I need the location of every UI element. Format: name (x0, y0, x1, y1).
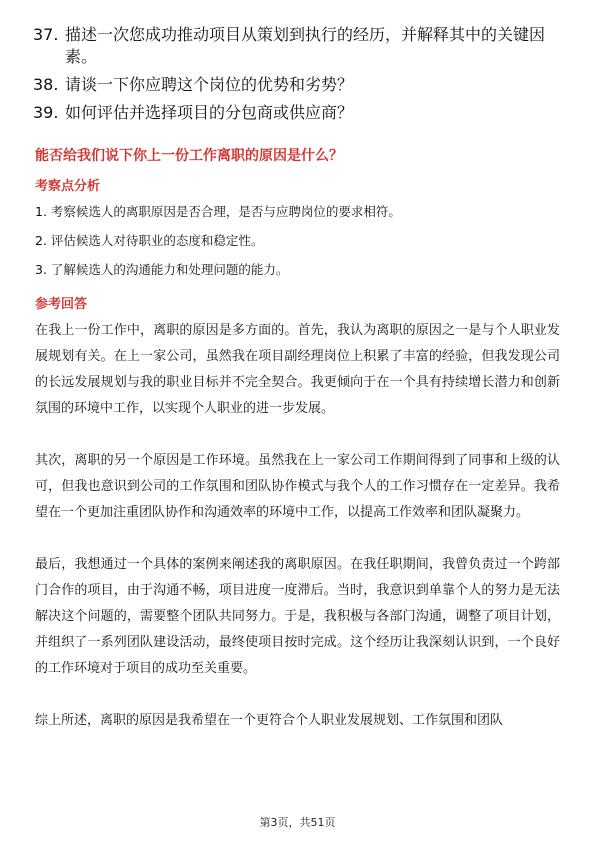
answer-paragraph: 综上所述，离职的原因是我希望在一个更符合个人职业发展规划、工作氛围和团队 (35, 713, 504, 728)
question-text: 描述一次您成功推动项目从策划到执行的经历，并解释其中的关键因素。 (65, 25, 546, 66)
section-title: 能否给我们说下你上一份工作离职的原因是什么？ (35, 148, 343, 164)
answer-paragraph: 最后，我想通过一个具体的案例来阐述我的离职原因。在我任职期间，我曾负责过一个跨部门合作的项目，由于沟通不畅，项目进度一度滞后。当时，我意识到单靠个人的努力是无法解决这个问题的，需要整个团队共同努力。于是，我积极与各部门沟通，调整了项目计划，并组织了一系列团队建设活动，最终使项目按时完成。这个经历让我深刻认识到，一个良好的工作环境对于项目的成功至关重要。 (35, 557, 560, 676)
question-item (33, 74, 563, 96)
answer-paragraph: 其次，离职的另一个原因是工作环境。虽然我在上一家公司工作期间得到了同事和上级的认可，但我也意识到公司的工作氛围和团队协作模式与我个人的工作习惯存在一定差异。我希望在一个更加注重团队协作和沟通效率的环境中工作，以提高工作效率和团队凝聚力。 (35, 453, 560, 520)
question-text: 如何评估并选择项目的分包商或供应商？ (65, 103, 354, 122)
question-item (33, 24, 563, 68)
analysis-point: 3. 了解候选人的沟通能力和处理问题的能力。 (35, 262, 289, 277)
answer-body (35, 318, 560, 760)
question-list (33, 24, 563, 130)
answer-paragraph: 在我上一份工作中，离职的原因是多方面的。首先，我认为离职的原因之一是与个人职业发展规划有关。在上一家公司，虽然我在项目副经理岗位上积累了丰富的经验，但我发现公司的长远发展规划与我的职业目标并不完全契合。我更倾向于在一个具有持续增长潜力和创新氛围的环境中工作，以实现个人职业的进一步发展。 (35, 323, 560, 416)
page-number: 第3页，共51页 (259, 816, 336, 829)
question-number: 37. (33, 25, 59, 44)
question-number: 39. (33, 103, 59, 122)
analysis-points (35, 203, 565, 290)
question-item (33, 102, 563, 124)
question-number: 38. (33, 75, 59, 94)
question-text: 请谈一下你应聘这个岗位的优势和劣势？ (65, 75, 354, 94)
answer-heading: 参考回答 (35, 297, 88, 312)
analysis-point: 2. 评估候选人对待职业的态度和稳定性。 (35, 233, 264, 248)
analysis-point: 1. 考察候选人的离职原因是否合理，是否与应聘岗位的要求相符。 (35, 204, 401, 219)
analysis-heading: 考察点分析 (35, 179, 101, 194)
